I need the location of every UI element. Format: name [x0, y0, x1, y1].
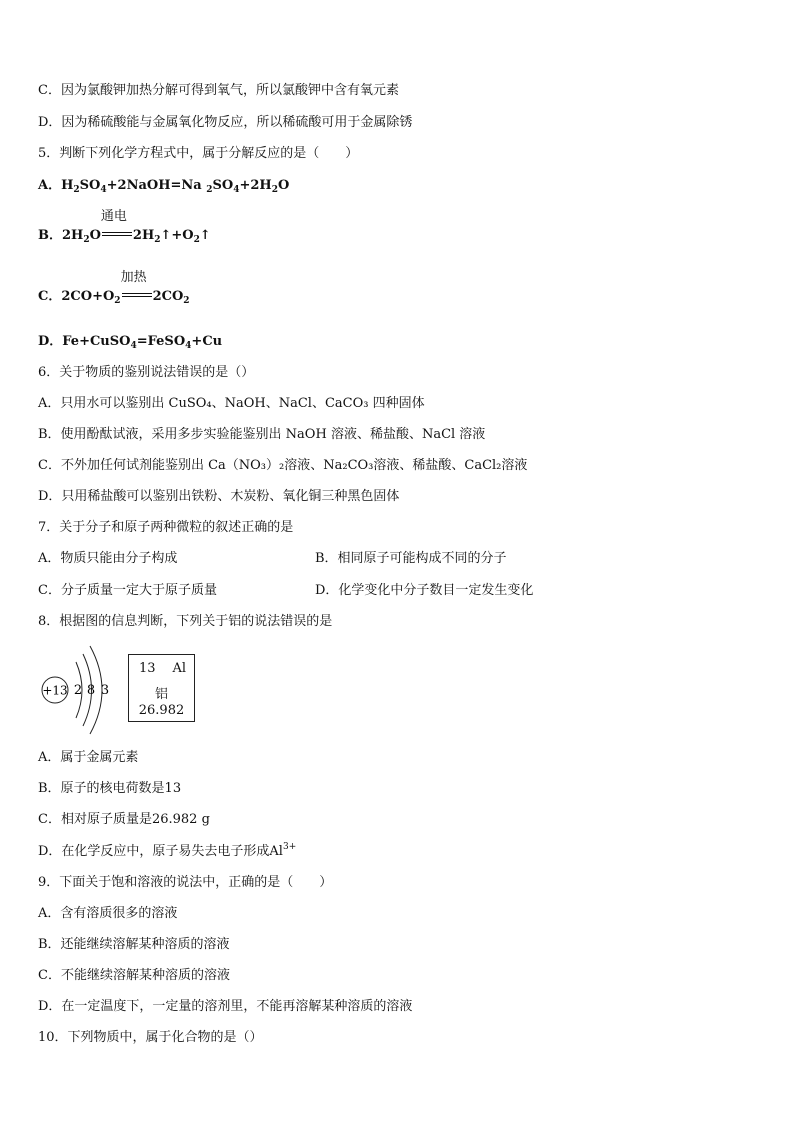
q6-stem: 6．关于物质的鉴别说法错误的是（）	[38, 365, 255, 380]
atomic-number: 13	[139, 661, 156, 676]
q4-option-c: C．因为氯酸钾加热分解可得到氧气，所以氯酸钾中含有氧元素	[38, 83, 399, 98]
q6-option-b: B．使用酚酞试液，采用多步实验能鉴别出 NaOH 溶液、稀盐酸、NaCl 溶液	[38, 427, 486, 442]
q8-stem: 8．根据图的信息判断，下列关于铝的说法错误的是	[38, 614, 333, 629]
heating-condition: 加热	[122, 286, 152, 300]
q8-option-b: B．原子的核电荷数是13	[38, 781, 182, 796]
q6-option-a: A．只用水可以鉴别出 CuSO₄、NaOH、NaCl、CaCO₃ 四种固体	[38, 396, 425, 411]
q8-option-a: A．属于金属元素	[38, 750, 139, 765]
electrolysis-condition: 通电	[102, 225, 132, 239]
q5-option-b: B．$2H_2O$ 通电 $2H_2↑+O_2↑$	[38, 209, 211, 245]
q7-option-a: A．物质只能由分子构成	[38, 551, 178, 566]
atomic-structure-diagram	[36, 640, 116, 740]
nucleus-charge: +13	[42, 683, 68, 698]
q7-stem: 7．关于分子和原子两种微粒的叙述正确的是	[38, 520, 294, 535]
q5-option-d: D．Fe+CuSO$_4$=FeSO$_4$+Cu	[38, 334, 223, 351]
shell-1-electrons: 2	[73, 683, 83, 698]
atomic-mass: 26.982	[138, 703, 185, 718]
q5-option-c: C．$2CO+O_2$ 加热 $2CO_2$	[38, 270, 190, 306]
q9-option-b: B．还能继续溶解某种溶质的溶液	[38, 937, 230, 952]
element-card	[128, 654, 195, 722]
q9-option-c: C．不能继续溶解某种溶质的溶液	[38, 968, 230, 983]
element-name: 铝	[154, 687, 168, 702]
q6-option-d: D．只用稀盐酸可以鉴别出铁粉、木炭粉、氧化铜三种黑色固体	[38, 489, 400, 504]
shell-3-electrons: 3	[100, 683, 110, 698]
q9-option-d: D．在一定温度下，一定量的溶剂里，不能再溶解某种溶质的溶液	[38, 999, 413, 1014]
q6-option-c: C．不外加任何试剂能鉴别出 Ca（NO₃）₂溶液、Na₂CO₃溶液、稀盐酸、CaCl₂溶液	[38, 458, 528, 473]
q7-option-d: D．化学变化中分子数目一定发生变化	[315, 583, 534, 598]
q9-stem: 9．下面关于饱和溶液的说法中，正确的是（ ）	[38, 875, 333, 890]
element-symbol: Al	[172, 661, 186, 676]
q8-option-d: D．在化学反应中，原子易失去电子形成$Al^{3+}$	[38, 842, 297, 859]
q8-option-c: C．相对原子质量是26.982 g	[38, 812, 210, 827]
q4-option-d: D．因为稀硫酸能与金属氧化物反应，所以稀硫酸可用于金属除锈	[38, 115, 413, 130]
q5-option-a: A．$H_2SO_4+2NaOH=Na$ $_2SO_4+2H_2O$	[38, 178, 290, 195]
q5-stem: 5．判断下列化学方程式中，属于分解反应的是（ ）	[38, 146, 359, 161]
q7-option-c: C．分子质量一定大于原子质量	[38, 583, 217, 598]
q7-option-b: B．相同原子可能构成不同的分子	[315, 551, 507, 566]
q10-stem: 10．下列物质中，属于化合物的是（）	[38, 1030, 263, 1045]
shell-2-electrons: 8	[86, 683, 96, 698]
q9-option-a: A．含有溶质很多的溶液	[38, 906, 178, 921]
